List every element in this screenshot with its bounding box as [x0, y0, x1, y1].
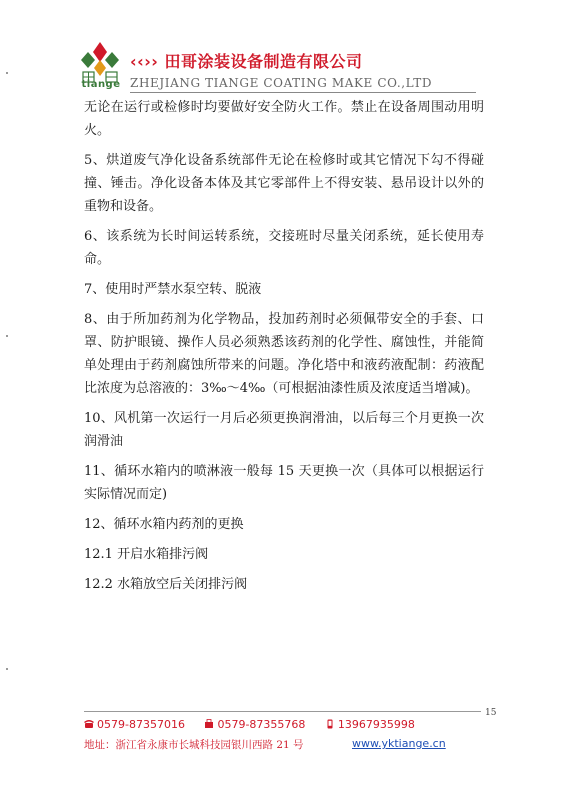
paragraph-fire-safety: 无论在运行或检修时均要做好安全防火工作。禁止在设备周围动用明火。	[84, 100, 484, 138]
footer-contacts	[84, 718, 484, 731]
telephone-icon	[84, 719, 94, 729]
paragraph-item-7: 7、使用时严禁水泵空转、脱液	[84, 282, 262, 297]
company-address: 地址：浙江省永康市长城科技园银川西路 21 号	[84, 739, 304, 751]
scan-margin-mark	[6, 72, 8, 74]
paragraph-item-11: 11、循环水箱内的喷淋液一般每 15 天更换一次（具体可以根据运行实际情况而定)	[84, 464, 484, 502]
logo-wordmark: tiange	[81, 79, 121, 90]
phone-entry-2	[204, 718, 305, 731]
paragraph-item-12: 12、循环水箱内药剂的更换	[84, 517, 244, 532]
scan-margin-mark	[6, 668, 8, 670]
footer-divider	[84, 711, 481, 712]
header-divider	[130, 92, 476, 93]
document-body	[84, 96, 484, 603]
fax-icon	[204, 719, 214, 729]
company-name-chinese: ‹‹›› 田哥涂装设备制造有限公司	[130, 52, 363, 71]
page-number: 15	[485, 708, 497, 718]
paragraph-item-8: 8、由于所加药剂为化学物品，投加药剂时必须佩带安全的手套、口罩、防护眼镜、操作人员必须熟悉该药剂的化学性、腐蚀性，并能简单处理由于药剂腐蚀所带来的问题。净化塔中和液药液配制：药液配比浓度为总溶液的：3‰～4‰（可根据油漆性质及浓度适当增减)。	[84, 312, 484, 396]
company-website-link[interactable]: www.yktiange.cn	[352, 737, 446, 750]
scan-margin-mark	[6, 335, 8, 337]
phone-entry-1	[84, 718, 185, 731]
paragraph-item-6: 6、该系统为长时间运转系统，交接班时尽量关闭系统，延长使用寿命。	[84, 229, 484, 267]
company-name-english: ZHEJIANG TIANGE COATING MAKE CO.,LTD	[130, 76, 433, 90]
phone-number-2: 0579-87355768	[217, 718, 306, 731]
mobile-phone-icon	[325, 719, 335, 729]
paragraph-item-10: 10、风机第一次运行一月后必须更换润滑油，以后每三个月更换一次润滑油	[84, 411, 484, 449]
mobile-number: 13967935998	[337, 718, 415, 731]
phone-number-1: 0579-87357016	[97, 718, 185, 731]
paragraph-item-12-1: 12.1 开启水箱排污阀	[84, 547, 209, 562]
mobile-entry	[325, 718, 415, 731]
paragraph-item-12-2: 12.2 水箱放空后关闭排污阀	[84, 577, 248, 592]
paragraph-item-5: 5、烘道废气净化设备系统部件无论在检修时或其它情况下勾不得碰撞、锤击。净化设备本体及其它零部件上不得安装、悬吊设计以外的重物和设备。	[84, 153, 484, 214]
